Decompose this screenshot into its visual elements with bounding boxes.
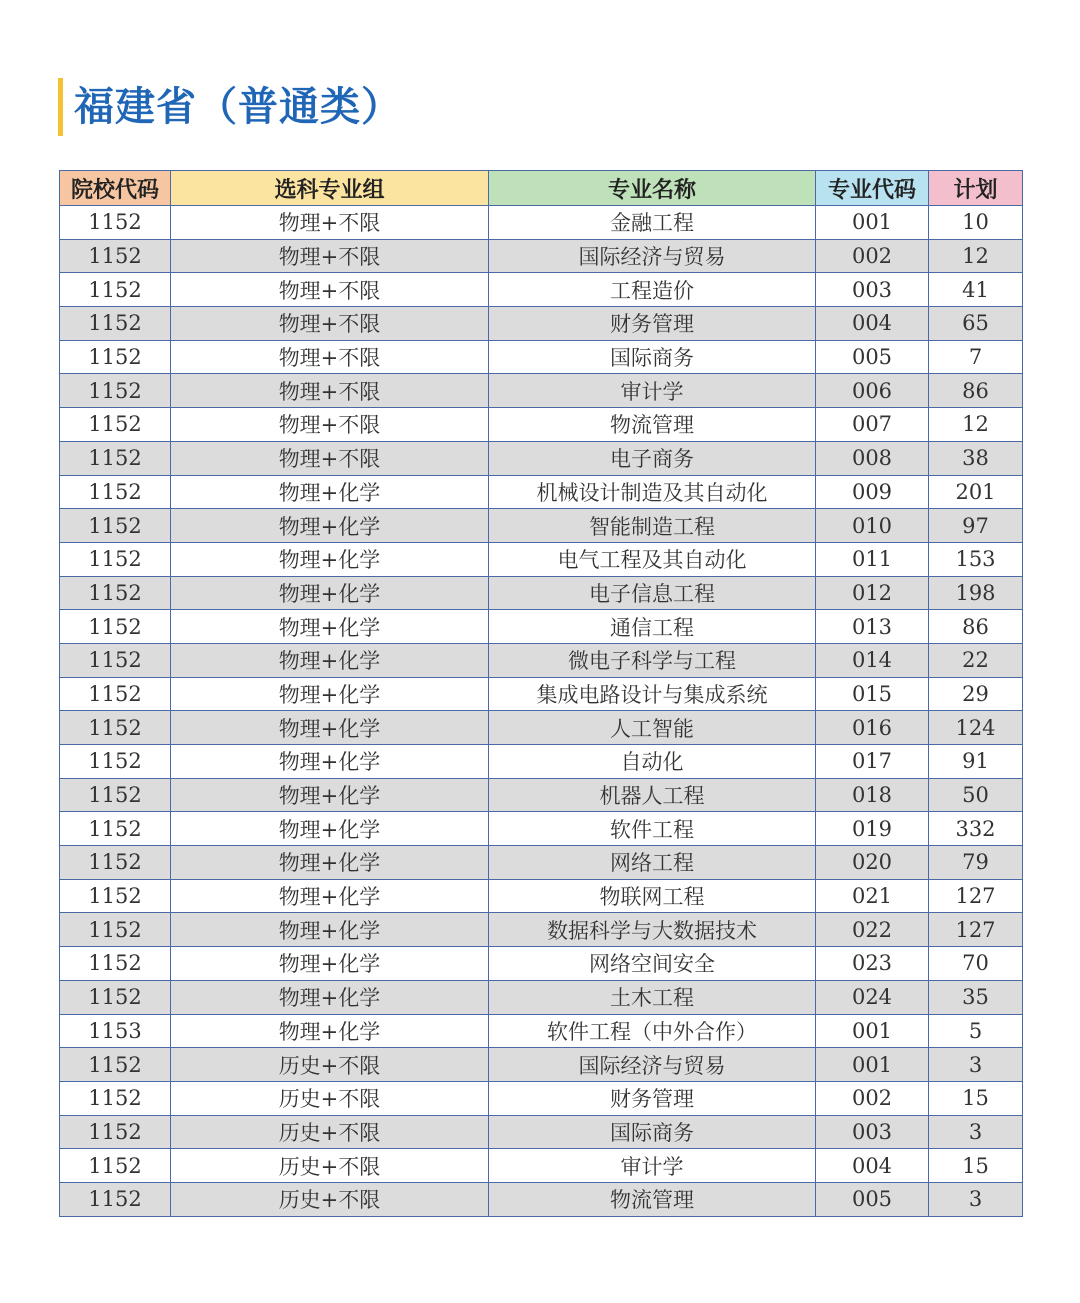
cell-major-code: 007 — [816, 408, 929, 442]
cell-major-code: 023 — [816, 947, 929, 981]
cell-subject-group: 历史+不限 — [171, 1048, 489, 1082]
cell-major-name: 网络工程 — [489, 846, 816, 880]
table-row — [60, 1149, 1023, 1183]
cell-school-code: 1152 — [60, 745, 171, 779]
cell-subject-group: 物理+化学 — [171, 677, 489, 711]
cell-plan: 198 — [929, 576, 1023, 610]
table-row — [60, 576, 1023, 610]
header-school-code: 院校代码 — [60, 171, 171, 206]
cell-major-code: 019 — [816, 812, 929, 846]
table-row — [60, 879, 1023, 913]
table-row — [60, 677, 1023, 711]
cell-subject-group: 历史+不限 — [171, 1149, 489, 1183]
cell-school-code: 1152 — [60, 206, 171, 240]
cell-major-code: 003 — [816, 1115, 929, 1149]
cell-major-name: 软件工程 — [489, 812, 816, 846]
table-row — [60, 947, 1023, 981]
cell-major-name: 国际商务 — [489, 340, 816, 374]
cell-major-name: 物流管理 — [489, 408, 816, 442]
cell-school-code: 1152 — [60, 1115, 171, 1149]
cell-plan: 5 — [929, 1014, 1023, 1048]
table-row — [60, 340, 1023, 374]
cell-subject-group: 历史+不限 — [171, 1182, 489, 1216]
cell-plan: 127 — [929, 913, 1023, 947]
cell-major-code: 001 — [816, 1014, 929, 1048]
cell-major-name: 通信工程 — [489, 610, 816, 644]
table-row — [60, 1014, 1023, 1048]
table-row — [60, 1081, 1023, 1115]
header-plan: 计划 — [929, 171, 1023, 206]
header-major-name: 专业名称 — [489, 171, 816, 206]
cell-subject-group: 物理+化学 — [171, 643, 489, 677]
page-title: 福建省（普通类） — [74, 84, 402, 130]
cell-subject-group: 物理+不限 — [171, 408, 489, 442]
table-row — [60, 812, 1023, 846]
cell-school-code: 1152 — [60, 509, 171, 543]
cell-subject-group: 历史+不限 — [171, 1115, 489, 1149]
cell-subject-group: 物理+不限 — [171, 340, 489, 374]
table-row — [60, 778, 1023, 812]
cell-subject-group: 物理+化学 — [171, 812, 489, 846]
cell-plan: 3 — [929, 1048, 1023, 1082]
table-row — [60, 273, 1023, 307]
table-row — [60, 610, 1023, 644]
table-row — [60, 846, 1023, 880]
cell-major-name: 土木工程 — [489, 980, 816, 1014]
table-row — [60, 408, 1023, 442]
cell-major-name: 国际经济与贸易 — [489, 1048, 816, 1082]
cell-major-name: 审计学 — [489, 1149, 816, 1183]
cell-plan: 7 — [929, 340, 1023, 374]
cell-major-name: 人工智能 — [489, 711, 816, 745]
cell-subject-group: 物理+化学 — [171, 576, 489, 610]
cell-school-code: 1152 — [60, 947, 171, 981]
cell-major-code: 018 — [816, 778, 929, 812]
cell-plan: 29 — [929, 677, 1023, 711]
cell-school-code: 1152 — [60, 812, 171, 846]
cell-subject-group: 物理+化学 — [171, 745, 489, 779]
cell-major-code: 010 — [816, 509, 929, 543]
cell-school-code: 1152 — [60, 1149, 171, 1183]
cell-major-code: 003 — [816, 273, 929, 307]
cell-plan: 50 — [929, 778, 1023, 812]
cell-plan: 12 — [929, 239, 1023, 273]
cell-major-code: 005 — [816, 1182, 929, 1216]
cell-subject-group: 物理+不限 — [171, 239, 489, 273]
cell-school-code: 1152 — [60, 879, 171, 913]
cell-major-code: 013 — [816, 610, 929, 644]
table-row — [60, 307, 1023, 341]
cell-school-code: 1152 — [60, 1081, 171, 1115]
cell-major-code: 002 — [816, 1081, 929, 1115]
cell-plan: 10 — [929, 206, 1023, 240]
cell-plan: 86 — [929, 610, 1023, 644]
cell-subject-group: 物理+不限 — [171, 206, 489, 240]
cell-school-code: 1152 — [60, 846, 171, 880]
cell-plan: 41 — [929, 273, 1023, 307]
cell-subject-group: 历史+不限 — [171, 1081, 489, 1115]
cell-plan: 86 — [929, 374, 1023, 408]
cell-subject-group: 物理+化学 — [171, 1014, 489, 1048]
cell-major-name: 财务管理 — [489, 1081, 816, 1115]
cell-major-name: 机械设计制造及其自动化 — [489, 475, 816, 509]
cell-school-code: 1152 — [60, 307, 171, 341]
cell-major-code: 014 — [816, 643, 929, 677]
cell-major-code: 024 — [816, 980, 929, 1014]
cell-major-code: 006 — [816, 374, 929, 408]
table-header — [60, 171, 1023, 206]
cell-plan: 38 — [929, 441, 1023, 475]
table-row — [60, 1182, 1023, 1216]
cell-school-code: 1152 — [60, 408, 171, 442]
cell-subject-group: 物理+化学 — [171, 711, 489, 745]
cell-major-code: 004 — [816, 1149, 929, 1183]
cell-subject-group: 物理+化学 — [171, 947, 489, 981]
cell-major-name: 财务管理 — [489, 307, 816, 341]
cell-plan: 3 — [929, 1182, 1023, 1216]
table-row — [60, 239, 1023, 273]
cell-major-name: 软件工程（中外合作） — [489, 1014, 816, 1048]
cell-major-name: 国际商务 — [489, 1115, 816, 1149]
cell-major-name: 物流管理 — [489, 1182, 816, 1216]
cell-school-code: 1152 — [60, 778, 171, 812]
table-row — [60, 206, 1023, 240]
cell-plan: 91 — [929, 745, 1023, 779]
cell-major-name: 集成电路设计与集成系统 — [489, 677, 816, 711]
enrollment-plan-table — [59, 170, 1023, 1217]
cell-subject-group: 物理+化学 — [171, 846, 489, 880]
table-row — [60, 913, 1023, 947]
cell-major-code: 017 — [816, 745, 929, 779]
cell-major-code: 015 — [816, 677, 929, 711]
cell-major-name: 电子商务 — [489, 441, 816, 475]
cell-subject-group: 物理+化学 — [171, 980, 489, 1014]
cell-school-code: 1152 — [60, 239, 171, 273]
table-row — [60, 542, 1023, 576]
cell-school-code: 1152 — [60, 643, 171, 677]
cell-subject-group: 物理+不限 — [171, 374, 489, 408]
cell-major-code: 020 — [816, 846, 929, 880]
cell-major-code: 011 — [816, 542, 929, 576]
cell-subject-group: 物理+化学 — [171, 778, 489, 812]
cell-plan: 3 — [929, 1115, 1023, 1149]
cell-subject-group: 物理+不限 — [171, 307, 489, 341]
cell-subject-group: 物理+不限 — [171, 273, 489, 307]
cell-plan: 97 — [929, 509, 1023, 543]
cell-major-code: 005 — [816, 340, 929, 374]
table-row — [60, 745, 1023, 779]
cell-major-name: 电气工程及其自动化 — [489, 542, 816, 576]
table-row — [60, 711, 1023, 745]
cell-major-code: 022 — [816, 913, 929, 947]
cell-subject-group: 物理+不限 — [171, 441, 489, 475]
cell-subject-group: 物理+化学 — [171, 913, 489, 947]
cell-school-code: 1152 — [60, 441, 171, 475]
cell-school-code: 1152 — [60, 677, 171, 711]
cell-major-code: 009 — [816, 475, 929, 509]
cell-plan: 79 — [929, 846, 1023, 880]
table-row — [60, 643, 1023, 677]
table-row — [60, 441, 1023, 475]
cell-major-code: 012 — [816, 576, 929, 610]
cell-subject-group: 物理+化学 — [171, 542, 489, 576]
cell-school-code: 1152 — [60, 542, 171, 576]
cell-plan: 332 — [929, 812, 1023, 846]
cell-major-code: 001 — [816, 206, 929, 240]
cell-major-name: 机器人工程 — [489, 778, 816, 812]
cell-major-name: 物联网工程 — [489, 879, 816, 913]
cell-subject-group: 物理+化学 — [171, 509, 489, 543]
cell-major-name: 电子信息工程 — [489, 576, 816, 610]
cell-major-name: 审计学 — [489, 374, 816, 408]
cell-plan: 15 — [929, 1081, 1023, 1115]
cell-school-code: 1152 — [60, 273, 171, 307]
cell-school-code: 1152 — [60, 576, 171, 610]
table-body — [60, 206, 1023, 1217]
cell-major-name: 网络空间安全 — [489, 947, 816, 981]
cell-plan: 65 — [929, 307, 1023, 341]
cell-school-code: 1152 — [60, 475, 171, 509]
cell-major-name: 国际经济与贸易 — [489, 239, 816, 273]
cell-school-code: 1153 — [60, 1014, 171, 1048]
cell-plan: 127 — [929, 879, 1023, 913]
cell-major-name: 工程造价 — [489, 273, 816, 307]
cell-school-code: 1152 — [60, 913, 171, 947]
cell-major-name: 数据科学与大数据技术 — [489, 913, 816, 947]
header-major-code: 专业代码 — [816, 171, 929, 206]
cell-major-code: 016 — [816, 711, 929, 745]
table-row — [60, 509, 1023, 543]
header-subject-group: 选科专业组 — [171, 171, 489, 206]
cell-subject-group: 物理+化学 — [171, 610, 489, 644]
cell-major-code: 008 — [816, 441, 929, 475]
cell-major-code: 001 — [816, 1048, 929, 1082]
cell-school-code: 1152 — [60, 374, 171, 408]
cell-school-code: 1152 — [60, 340, 171, 374]
cell-school-code: 1152 — [60, 610, 171, 644]
cell-plan: 70 — [929, 947, 1023, 981]
header-row — [60, 171, 1023, 206]
cell-major-name: 微电子科学与工程 — [489, 643, 816, 677]
cell-plan: 124 — [929, 711, 1023, 745]
cell-plan: 22 — [929, 643, 1023, 677]
table-row — [60, 1115, 1023, 1149]
cell-plan: 35 — [929, 980, 1023, 1014]
cell-major-name: 智能制造工程 — [489, 509, 816, 543]
table-row — [60, 980, 1023, 1014]
cell-plan: 12 — [929, 408, 1023, 442]
cell-plan: 201 — [929, 475, 1023, 509]
title-accent-bar — [58, 78, 63, 136]
cell-major-code: 021 — [816, 879, 929, 913]
cell-school-code: 1152 — [60, 1182, 171, 1216]
table-row — [60, 475, 1023, 509]
cell-school-code: 1152 — [60, 711, 171, 745]
cell-plan: 153 — [929, 542, 1023, 576]
cell-plan: 15 — [929, 1149, 1023, 1183]
table-row — [60, 374, 1023, 408]
cell-subject-group: 物理+化学 — [171, 475, 489, 509]
cell-major-name: 金融工程 — [489, 206, 816, 240]
cell-major-code: 002 — [816, 239, 929, 273]
cell-major-name: 自动化 — [489, 745, 816, 779]
cell-school-code: 1152 — [60, 1048, 171, 1082]
cell-subject-group: 物理+化学 — [171, 879, 489, 913]
cell-major-code: 004 — [816, 307, 929, 341]
cell-school-code: 1152 — [60, 980, 171, 1014]
table-row — [60, 1048, 1023, 1082]
